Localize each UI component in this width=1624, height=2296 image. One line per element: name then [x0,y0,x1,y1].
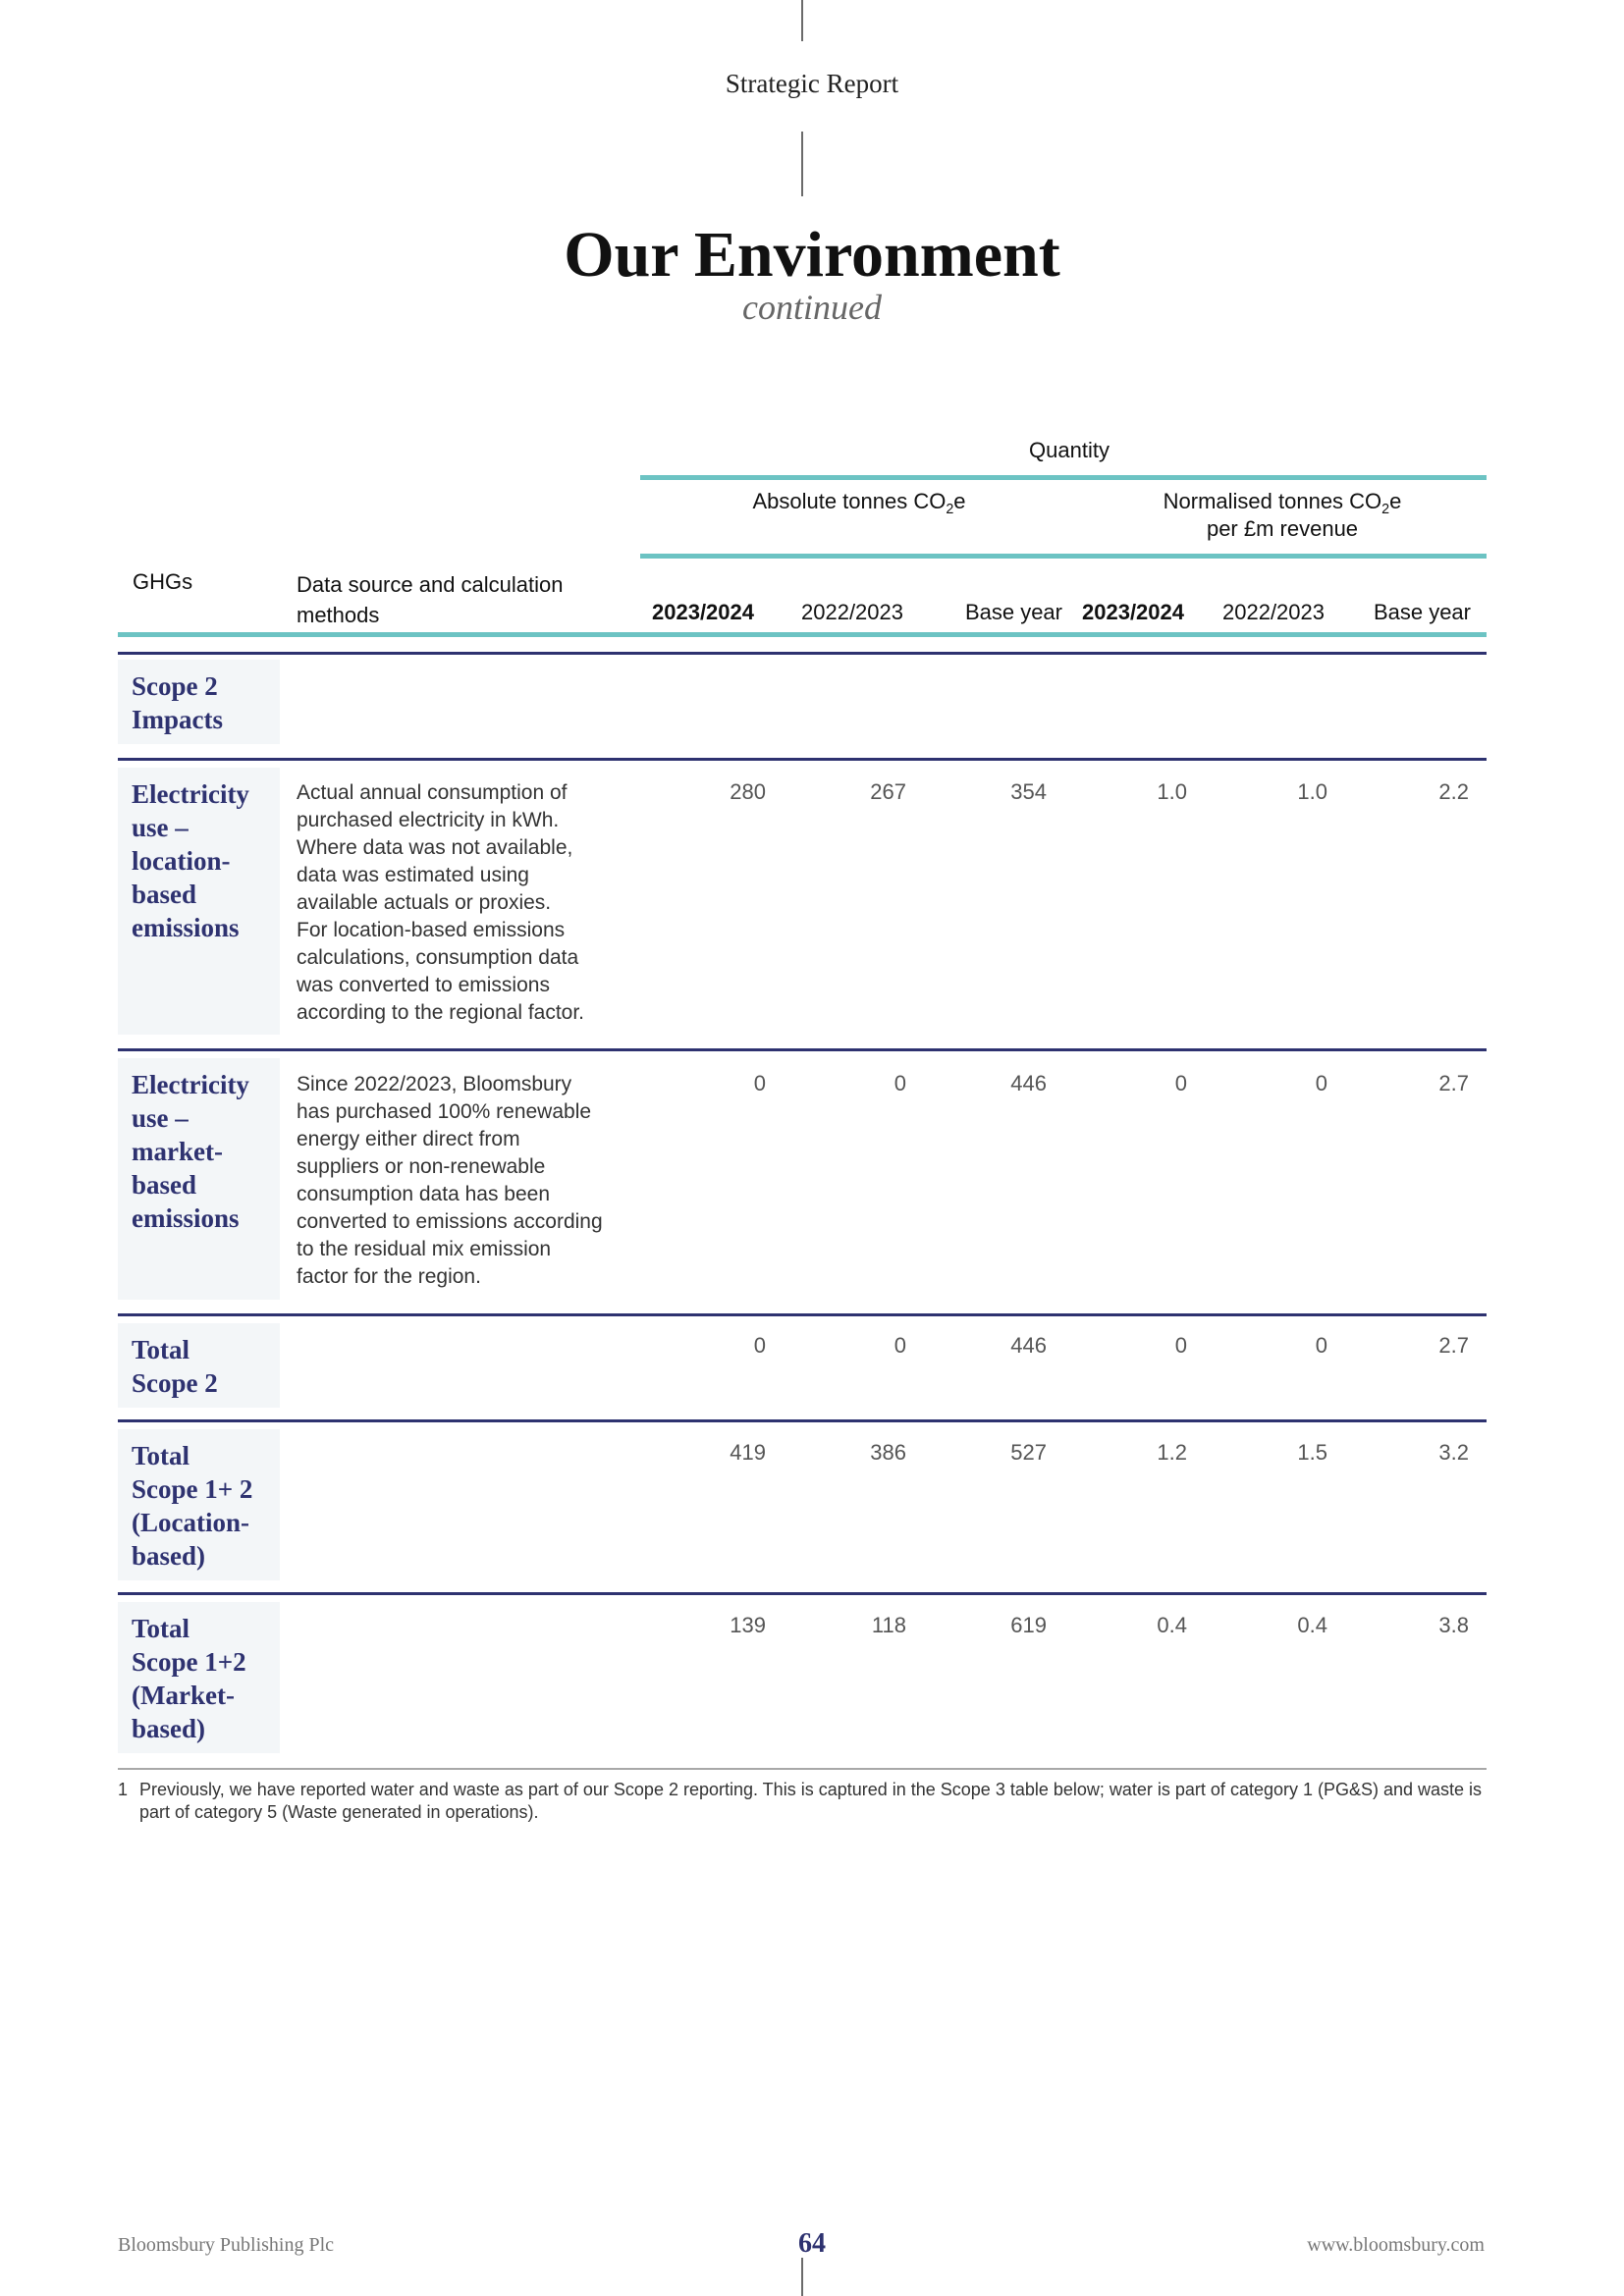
value-cell: 0.4 [1297,1613,1327,1637]
row-divider [118,758,1487,761]
value-cell: 386 [870,1440,906,1465]
value-cell: 0 [893,1071,906,1095]
bottom-divider-line [801,2258,803,2296]
value-cell: 2.2 [1438,779,1469,804]
data-source-column-header: Data source and calculation methods [297,572,564,627]
value-cell: 419 [730,1440,766,1465]
value-cell: 1.5 [1297,1440,1327,1465]
normalised-group-header: Normalised tonnes $CO_2e$ per £m revenue [1163,489,1402,541]
year-header: Base year [964,600,1062,624]
value-cell: 280 [730,779,766,804]
page-subtitle: continued [742,288,882,327]
page-number: 64 [798,2228,826,2259]
footnote-text: Previously, we have reported water and waste as part of our Scope 2 reporting. This is captured in the Scope 3 table below; water is part of category 1 (PG&S) and waste is part of category 5 (Waste generated in operations). [139,1780,1483,1822]
value-cell: 0 [1315,1071,1327,1095]
method-description: Actual annual consumption of purchased electricity in kWh. Where data was not available, data was estimated using available actuals or proxies. For location-based emissions calculations, consumption data was converted to emissions according to the regional factor. [297,781,585,1024]
year-header: 2022/2023 [1222,600,1325,624]
section-label: Strategic Report [725,69,899,98]
ghgs-column-header: GHGs [133,569,193,594]
header-divider-line [801,132,803,196]
value-cell: 619 [1010,1613,1047,1637]
top-divider-line [801,0,803,41]
header-rule [118,632,1487,637]
value-cell: 3.8 [1438,1613,1469,1637]
value-cell: 2.7 [1438,1333,1469,1358]
value-cell: 3.2 [1438,1440,1469,1465]
value-cell: 0 [1174,1333,1187,1358]
value-cell: 0 [1174,1071,1187,1095]
footer-company: Bloomsbury Publishing Plc [118,2234,335,2256]
ghg-label: Total Scope 2 [118,1323,280,1408]
value-cell: 1.0 [1157,779,1187,804]
page-title: Our Environment [564,219,1060,291]
year-header: 2023/2024 [652,600,754,624]
value-cell: 0.4 [1157,1613,1187,1637]
year-header: 2022/2023 [801,600,903,624]
row-divider [118,652,1487,655]
ghg-label: Total Scope 1+2 (Market- based) [118,1602,280,1753]
value-cell: 0 [753,1071,766,1095]
value-cell: 0 [753,1333,766,1358]
absolute-group-header: Absolute tonnes $CO_2e$ [752,489,966,517]
method-description: Since 2022/2023, Bloomsbury has purchased 100% renewable energy either direct from suppliers or non-renewable consumption data has been converted to emissions according to the residual mix emission factor for the region. [297,1073,603,1288]
quantity-header: Quantity [1029,438,1110,462]
ghg-label: Total Scope 1+ 2 (Location- based) [118,1429,280,1580]
row-divider [118,1048,1487,1051]
value-cell: 446 [1010,1071,1047,1095]
footnote [118,1779,1488,1824]
value-cell: 1.0 [1297,779,1327,804]
value-cell: 139 [730,1613,766,1637]
footnote-rule [118,1768,1487,1770]
value-cell: 267 [870,779,906,804]
ghg-label: Electricity use – market- based emissions [118,1058,280,1300]
value-cell: 118 [871,1613,906,1637]
group-rule [640,554,1487,559]
ghg-label: Electricity use – location- based emissions [118,768,280,1035]
value-cell: 0 [1315,1333,1327,1358]
footnote-number: 1 [118,1780,129,1799]
scope2-impacts-label: Scope 2 Impacts [118,660,280,744]
row-divider [118,1313,1487,1316]
value-cell: 0 [893,1333,906,1358]
row-divider [118,1419,1487,1422]
row-divider [118,1592,1487,1595]
value-cell: 354 [1010,779,1047,804]
quantity-rule [640,475,1487,480]
value-cell: 527 [1010,1440,1047,1465]
year-header: Base year [1373,600,1471,624]
value-cell: 2.7 [1438,1071,1469,1095]
year-header: 2023/2024 [1082,600,1184,624]
value-cell: 446 [1010,1333,1047,1358]
footer-website[interactable]: www.bloomsbury.com [1307,2234,1485,2256]
value-cell: 1.2 [1157,1440,1187,1465]
